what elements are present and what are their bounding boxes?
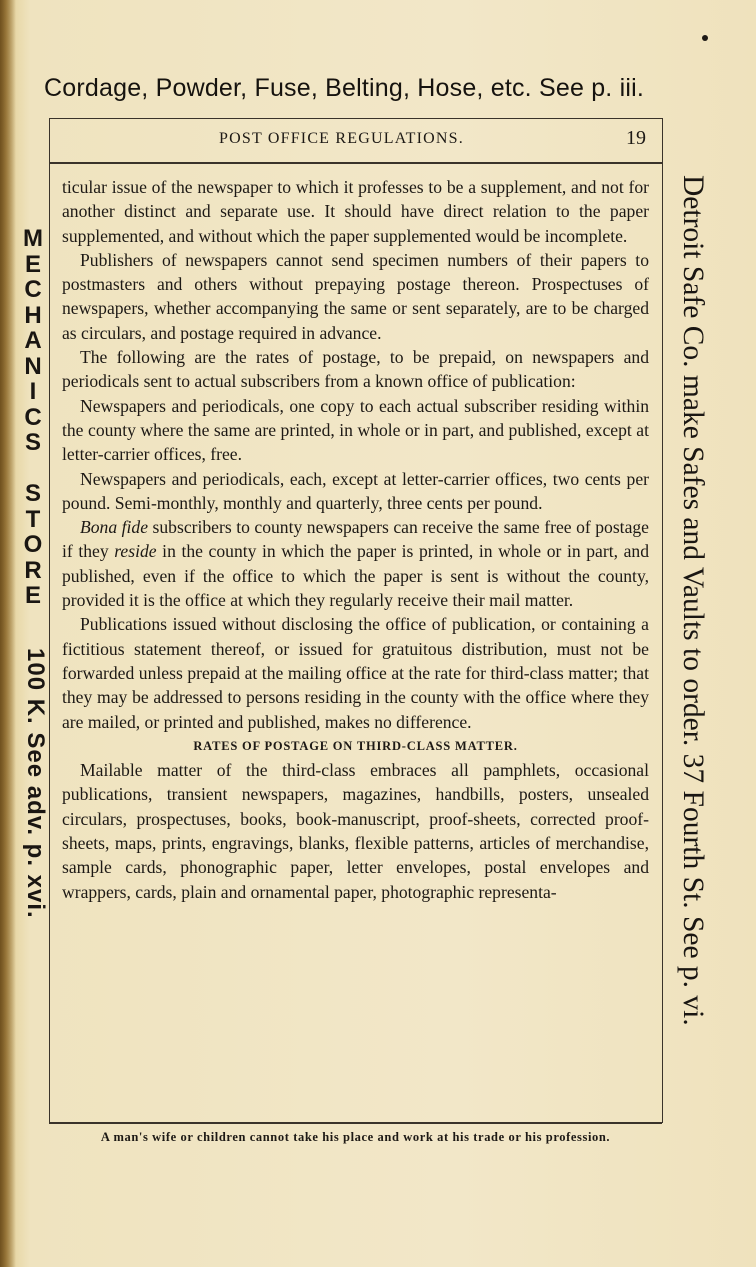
italic-text: Bona fide	[80, 517, 149, 538]
paragraph: Newspapers and periodicals, each, except at letter-carrier offices, two cents per pound. Semi-monthly, monthly and quarterly, three cents per pound.	[62, 468, 649, 513]
italic-text: reside	[114, 541, 157, 562]
spine-shadow	[0, 0, 16, 1267]
ad-letter: C	[24, 276, 42, 303]
footer-rule	[49, 1122, 662, 1124]
ad-letter: S	[24, 480, 41, 507]
ink-dot	[702, 35, 708, 41]
left-margin-advertisement	[17, 226, 49, 609]
top-advertisement: Cordage, Powder, Fuse, Belting, Hose, etc. See p. iii.	[44, 74, 644, 102]
paragraph-bona-fide	[62, 515, 649, 612]
ad-letter: I	[29, 378, 37, 405]
ad-letter: N	[24, 352, 42, 380]
paragraph: Newspapers and periodicals, one copy to each actual subscriber residing within the county where the same are printed, in whole or in part, and published, except at letter-carrier offices, free.	[62, 395, 649, 465]
running-head: POST OFFICE REGULATIONS.	[219, 130, 464, 147]
body-text	[62, 175, 649, 904]
ad-letter	[17, 456, 49, 482]
ad-letter: H	[24, 301, 42, 329]
paragraph: Mailable matter of the third-class embraces all pamphlets, occasional publications, transient newspapers, magazines, handbills, posters, unsealed circulars, prospectuses, books, book-manuscript, proof-sheets, corrected proof-sheets, maps, prints, engravings, blanks, flexible patterns, articles of merchandise, sample cards, phonographic paper, letter envelopes, postal envelopes and wrappers, cards, plain and ornamental paper, photographic representa-	[62, 760, 649, 902]
footer-note: A man's wife or children cannot take his place and work at his trade or his profession.	[100, 1130, 611, 1144]
ad-letter: S	[24, 429, 41, 456]
ad-letter: E	[24, 250, 41, 278]
text-run: subscribers to county newspapers can receive the same free of postage if they	[62, 517, 649, 562]
right-margin-advertisement: Detroit Safe Co. make Safes and Vaults to order. 37 Fourth St. See p. vi.	[677, 175, 709, 1026]
section-heading: RATES OF POSTAGE ON THIRD-CLASS MATTER.	[193, 738, 518, 753]
ad-letter: R	[24, 556, 42, 584]
ad-letter: M	[23, 225, 43, 252]
paragraph: Publications issued without disclosing the office of publication, or containing a fictitious statement thereof, or issued for gratuitous distribution, must not be forwarded unless prepaid at the mailing office at the rate for third-class matter; that they may be addressed to persons residing in the county with the office where they are mailed, or printed and published, makes no difference.	[62, 614, 649, 732]
ad-letter: T	[25, 505, 41, 533]
ad-letter: A	[24, 327, 42, 354]
paragraph: ticular issue of the newspaper to which it professes to be a supplement, and not for another distinct and separate use. It should have direct relation to the paper supplemented, and without which the paper supplemented would be incomplete.	[62, 177, 649, 246]
ad-letter: O	[23, 531, 43, 558]
header-rule	[49, 162, 662, 164]
page-number: 19	[626, 127, 646, 149]
left-margin-advertisement-rotated: 100 K. See adv. p. xvi.	[22, 648, 49, 919]
paragraph: The following are the rates of postage, to be prepaid, on newspapers and periodicals sent to actual subscribers from a known office of publication:	[62, 347, 649, 392]
ad-letter: C	[24, 403, 42, 431]
ad-letter: E	[24, 582, 41, 609]
text-run: in the county in which the paper is printed, in whole or in part, and published, even if the office to which the paper is sent is without the county, provided it is the office at which they regularly receive their mail matter.	[62, 541, 649, 611]
paragraph: Publishers of newspapers cannot send specimen numbers of their papers to postmasters and others without prepaying postage thereon. Prospectuses of newspapers, whether accompanying the same or sent separately, are to be charged as circulars, and postage required in advance.	[62, 249, 649, 343]
